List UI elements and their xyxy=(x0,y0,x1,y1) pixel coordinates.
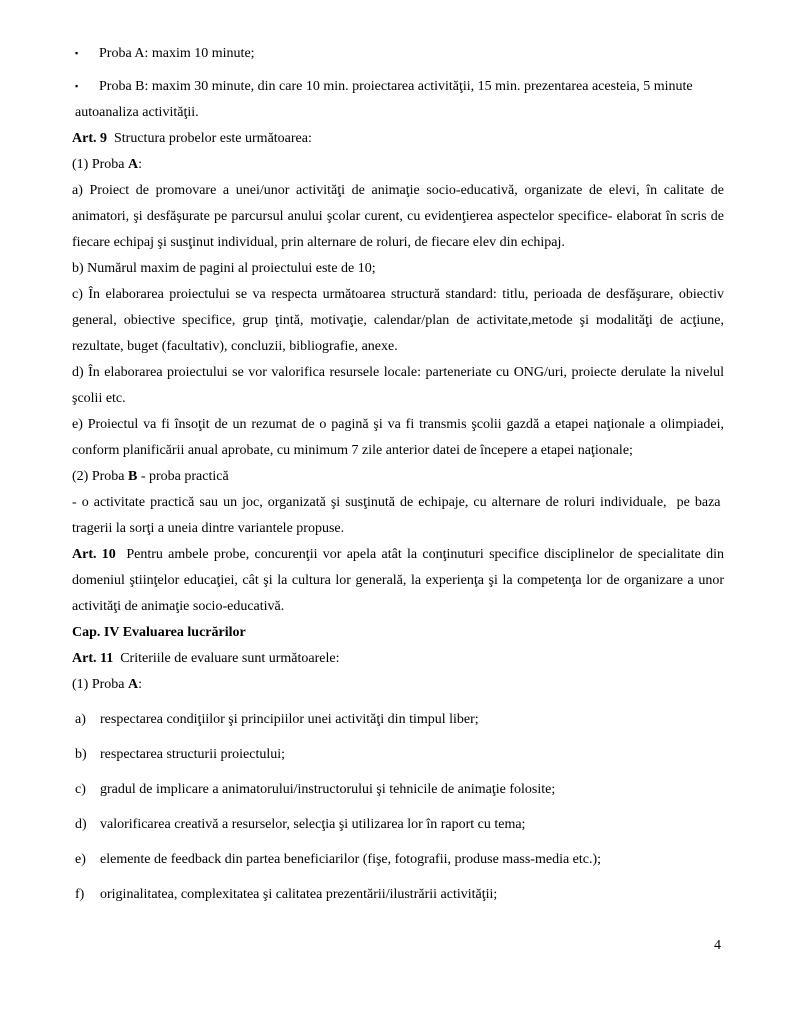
bullet-icon: ▪ xyxy=(75,81,79,91)
text-run: Criteriile de evaluare sunt următoarele: xyxy=(113,651,340,666)
text-run: Art. 9 xyxy=(72,131,107,146)
text-run: respectarea condiţiilor şi principiilor unei activităţi din timpul liber; xyxy=(100,712,479,727)
paragraph xyxy=(72,412,724,464)
text-run: Proba A: maxim 10 minute; xyxy=(99,46,255,61)
list-item-text xyxy=(100,882,724,908)
paragraph xyxy=(72,178,724,256)
text-run: d) În elaborarea proiectului se vor valorifica resursele locale: parteneriate cu ONG/uri, proiecte derulate la nivelul şcolii etc. xyxy=(72,365,724,406)
text-run: (2) Proba xyxy=(72,469,128,484)
paragraph xyxy=(72,620,724,646)
paragraph xyxy=(72,490,724,542)
paragraph xyxy=(72,256,724,282)
text-run: : xyxy=(138,677,143,692)
text-run: A xyxy=(128,677,139,692)
page-number: 4 xyxy=(714,938,721,953)
list-item xyxy=(72,812,724,838)
list-item xyxy=(72,882,724,908)
list-item-text xyxy=(100,707,724,733)
paragraph xyxy=(72,282,724,360)
text-run: (1) Proba xyxy=(72,677,128,692)
text-run: : xyxy=(138,157,143,172)
text-run: gradul de implicare a animatorului/instructorului şi tehnicile de animaţie folosite; xyxy=(100,782,556,797)
text-run: a) Proiect de promovare a unei/unor activităţi de animaţie socio-educativă, organizate de elevi, în calitate de animatori, şi desfăşurate pe parcursul anului şcolar curent, cu evidenţierea aspectelor specifice- elaborat în scris de fiecare echipaj şi susţinut individual, prin alternare de roluri, de fiecare elev din echipaj. xyxy=(72,183,724,250)
text-run: b) Numărul maxim de pagini al proiectului este de 10; xyxy=(72,261,376,276)
bullet-item xyxy=(72,40,724,67)
list-marker: b) xyxy=(75,747,87,762)
text-run: respectarea structurii proiectului; xyxy=(100,747,286,762)
list-marker: f) xyxy=(75,887,85,902)
text-run: Pentru ambele probe, concurenţii vor apela atât la conţinuturi specifice disciplinelor de specialitate din domeniul ştiinţelor educaţiei, cât şi la cultura lor generală, la experienţa şi la competenţa lor de organizare a unor activităţi de animaţie socio-educativă. xyxy=(72,547,724,614)
text-run: Art. 10 xyxy=(72,547,116,562)
text-run: Proba B: maxim 30 minute, din care 10 min. proiectarea activităţii, 15 min. prezentarea acesteia, 5 minute autoanaliza activităţii. xyxy=(75,79,693,120)
text-run: Cap. IV Evaluarea lucrărilor xyxy=(72,625,246,640)
text-run: - proba practică xyxy=(137,469,229,484)
list-marker: d) xyxy=(75,817,87,832)
text-run: A xyxy=(128,157,139,172)
text-run: Art. 11 xyxy=(72,651,114,666)
list-item-text xyxy=(100,847,724,873)
text-run: c) În elaborarea proiectului se va respecta următoarea structură standard: titlu, perioada de desfăşurare, obiectiv general, obiective specifice, grup ţintă, motivaţie, calendar/plan de activitate,metode şi modalităţi de acţiune, rezultate, buget (facultativ), concluzii, bibliografie, anexe. xyxy=(72,287,724,354)
list-marker: e) xyxy=(75,852,86,867)
bullet-item xyxy=(72,73,724,126)
list-item xyxy=(72,742,724,768)
text-run: B xyxy=(128,469,138,484)
paragraph xyxy=(72,542,724,620)
list-item xyxy=(72,847,724,873)
list-item-text xyxy=(100,812,724,838)
text-run: Structura probelor este următoarea: xyxy=(107,131,312,146)
paragraph xyxy=(72,672,724,698)
text-run: - o activitate practică sau un joc, organizată şi susţinută de echipaje, cu alternare de roluri individuale, pe baza tragerii la sorţi a uneia dintre variantele propuse. xyxy=(72,495,724,536)
paragraph xyxy=(72,646,724,672)
text-run: originalitatea, complexitatea şi calitatea prezentării/ilustrării activităţii; xyxy=(100,887,498,902)
paragraph xyxy=(72,152,724,178)
paragraph xyxy=(72,464,724,490)
text-run: (1) Proba xyxy=(72,157,128,172)
list-item-text xyxy=(100,742,724,768)
list-marker: c) xyxy=(75,782,86,797)
list-marker: a) xyxy=(75,712,86,727)
text-run: e) Proiectul va fi însoţit de un rezumat de o pagină şi va fi transmis şcolii gazdă a etapei naţionale a olimpiadei, conform planificării anual aprobate, cu minimum 7 zile anterior datei de începere a etapei naţionale; xyxy=(72,417,724,458)
text-run: valorificarea creativă a resurselor, selecţia şi utilizarea lor în raport cu tema; xyxy=(100,817,526,832)
list-item-text xyxy=(100,777,724,803)
document-content xyxy=(72,34,724,908)
bullet-icon: ▪ xyxy=(75,48,79,58)
text-run: elemente de feedback din partea beneficiarilor (fişe, fotografii, produse mass-media etc.); xyxy=(100,852,602,867)
list-item xyxy=(72,707,724,733)
paragraph xyxy=(72,126,724,152)
paragraph xyxy=(72,360,724,412)
list-item xyxy=(72,777,724,803)
